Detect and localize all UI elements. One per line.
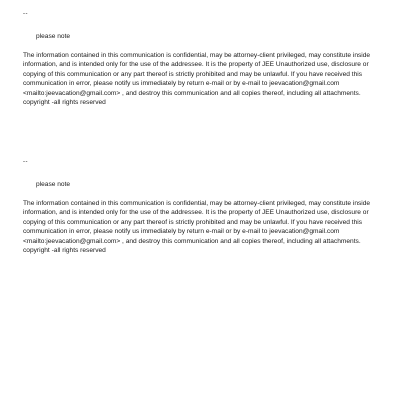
signature-separator: -- <box>23 159 28 165</box>
signature-separator: -- <box>23 11 28 17</box>
signature-block <box>23 158 375 255</box>
note-heading: please note <box>36 33 71 40</box>
confidentiality-disclaimer: The information contained in this communication is confidential, may be attorney-client privileged, may constitute inside information, and is intended only for the use of the addressee. It is the property of JEE Unauthorized use, disclosure or copying of this communication or any part thereof is strictly prohibited and may be unlawful. If you have received this communication in error, please notify us immediately by return e-mail or by e-mail to jeevacation@gmail.com <mailto:jeevacation@gmail.com> , and destroy this communication and all copies thereof, including all attachments. copyright -all rights reserved <box>23 200 371 255</box>
signature-block <box>23 10 375 107</box>
note-heading: please note <box>36 181 71 188</box>
confidentiality-disclaimer: The information contained in this communication is confidential, may be attorney-client privileged, may constitute inside information, and is intended only for the use of the addressee. It is the property of JEE Unauthorized use, disclosure or copying of this communication or any part thereof is strictly prohibited and may be unlawful. If you have received this communication in error, please notify us immediately by return e-mail or by e-mail to jeevacation@gmail.com <mailto:jeevacation@gmail.com> , and destroy this communication and all copies thereof, including all attachments. copyright -all rights reserved <box>23 52 371 107</box>
